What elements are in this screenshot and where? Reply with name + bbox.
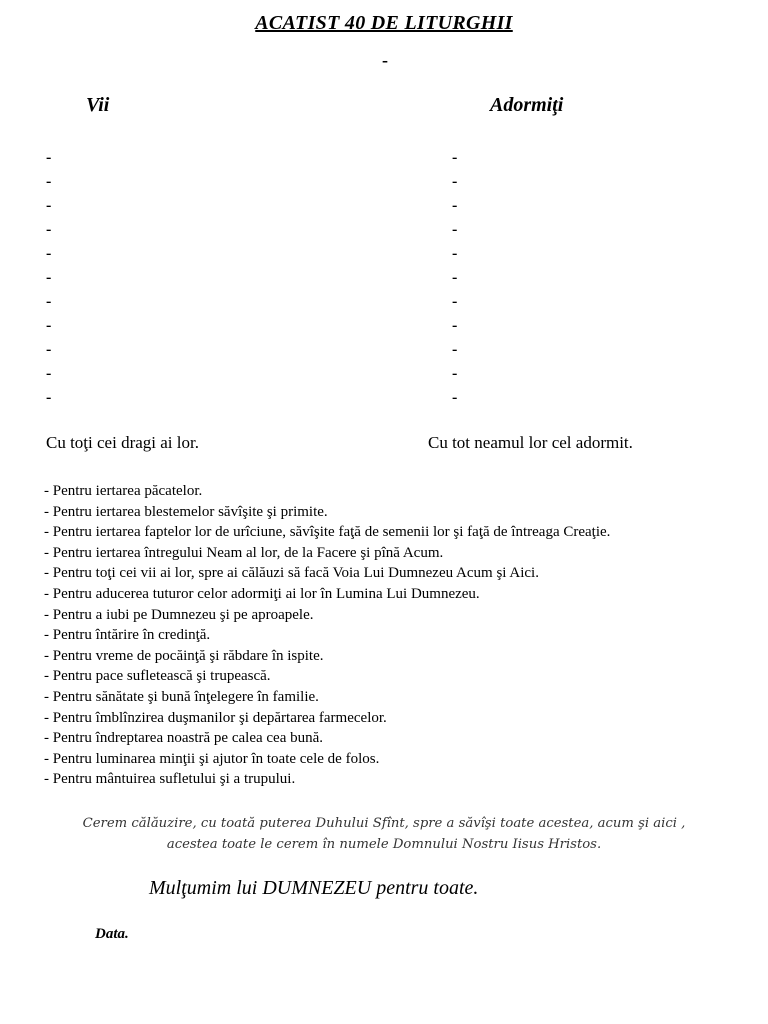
list-item: - <box>452 389 458 406</box>
list-item: - <box>46 221 52 238</box>
closing-paragraph <box>0 813 768 855</box>
living-names-list <box>46 146 51 410</box>
list-item: - <box>46 365 52 382</box>
prayer-item: - Pentru iertarea blestemelor săvîşite şi primite. <box>44 503 328 520</box>
list-item: - <box>452 197 458 214</box>
list-item: - <box>46 389 52 406</box>
prayer-item: - Pentru mântuirea sufletului şi a trupului. <box>44 771 296 788</box>
list-item: - <box>452 365 458 382</box>
list-item: - <box>452 269 458 286</box>
prayer-item: - Pentru întărire în credinţă. <box>44 627 211 644</box>
list-item: - <box>46 173 52 190</box>
list-item: - <box>452 221 458 238</box>
prayer-item: - Pentru aducerea tuturor celor adormiţi ai lor în Lumina Lui Dumnezeu. <box>44 585 480 602</box>
living-family-line: Cu toţi cei dragi ai lor. <box>46 433 199 452</box>
document-title: ACATIST 40 DE LITURGHII <box>255 12 513 34</box>
prayer-item: - Pentru iertarea întregului Neam al lor, de la Facere şi pînă Acum. <box>44 544 444 561</box>
date-label: Data. <box>95 926 129 942</box>
thanksgiving-line: Mulţumim lui DUMNEZEU pentru toate. <box>149 877 479 899</box>
list-item: - <box>46 269 52 286</box>
closing-line: acestea toate le cerem în numele Domnului Nostru Iisus Hristos. <box>166 837 602 852</box>
prayer-list <box>44 481 610 790</box>
departed-family-line: Cu tot neamul lor cel adormit. <box>428 433 633 452</box>
list-item: - <box>452 293 458 310</box>
list-item: - <box>452 173 458 190</box>
prayer-item: - Pentru luminarea minţii şi ajutor în toate cele de folos. <box>44 750 380 767</box>
list-item: - <box>46 149 52 166</box>
prayer-item: - Pentru îmblînzirea duşmanilor şi depărtarea farmecelor. <box>44 709 387 726</box>
column-heading-living: Vii <box>86 94 110 116</box>
list-item: - <box>452 245 458 262</box>
closing-line: Cerem călăuzire, cu toată puterea Duhului Sfînt, spre a săvîşi toate acestea, acum şi aici , <box>82 816 686 831</box>
list-item: - <box>46 293 52 310</box>
prayer-item: - Pentru a iubi pe Dumnezeu şi pe aproapele. <box>44 606 314 623</box>
prayer-item: - Pentru îndreptarea noastră pe calea cea bună. <box>44 730 324 747</box>
title-dash: - <box>382 50 388 70</box>
prayer-item: - Pentru iertarea faptelor lor de urîciune, săvîşite faţă de semenii lor şi faţă de întreaga Creaţie. <box>44 524 611 541</box>
list-item: - <box>452 149 458 166</box>
prayer-item: - Pentru toţi cei vii ai lor, spre ai călăuzi să facă Voia Lui Dumnezeu Acum şi Aici. <box>44 565 539 582</box>
prayer-item: - Pentru sănătate şi bună înţelegere în familie. <box>44 688 319 705</box>
prayer-item: - Pentru iertarea păcatelor. <box>44 483 203 499</box>
prayer-item: - Pentru pace sufletească şi trupească. <box>44 668 271 685</box>
list-item: - <box>46 197 52 214</box>
list-item: - <box>46 317 52 334</box>
prayer-item: - Pentru vreme de pocăinţă şi răbdare în ispite. <box>44 647 324 664</box>
departed-names-list <box>452 146 457 410</box>
list-item: - <box>46 341 52 358</box>
column-heading-departed: Adormiţi <box>490 94 564 116</box>
list-item: - <box>452 341 458 358</box>
list-item: - <box>452 317 458 334</box>
list-item: - <box>46 245 52 262</box>
